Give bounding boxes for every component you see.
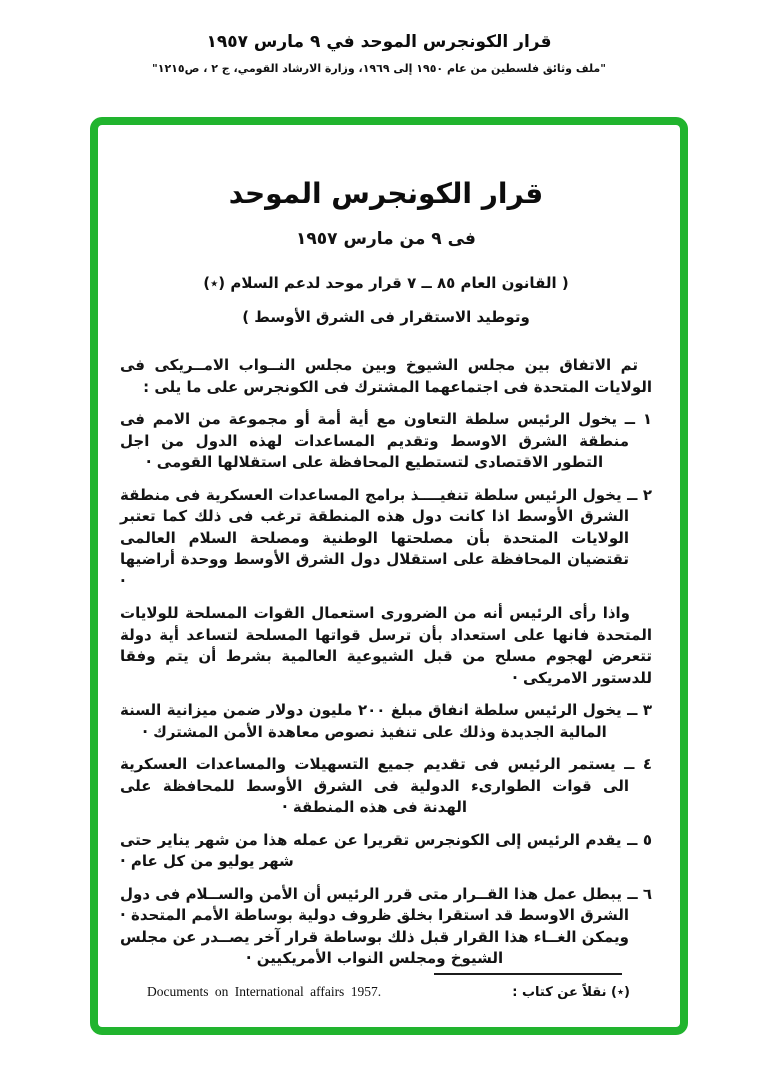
item-number: ٢ ــ bbox=[627, 485, 652, 504]
footnote-separator bbox=[434, 973, 622, 975]
item-text: يخول الرئيس سلطة التعاون مع أية أمة أو مجموعة من الامم فى منطقة الشرق الاوسط وتقديم المساعدات لهذه الدول من اجل التطور الاقتصادى لتستطيع المحافظة على استقلالها القومى · bbox=[120, 410, 629, 471]
resolution-item-1 bbox=[120, 409, 652, 474]
item-text: يخول الرئيس سلطة انفاق مبلغ ٢٠٠ مليون دولار ضمن ميزانية السنة المالية الجديدة وذلك على تنفيذ نصوص معاهدة الأمن المشترك · bbox=[120, 701, 622, 741]
item-number: ٥ ــ bbox=[627, 830, 652, 849]
item-text: يقدم الرئيس إلى الكونجرس تقريرا عن عمله هذا من شهر يناير حتى شهر يوليو من كل عام · bbox=[120, 830, 622, 870]
page-header bbox=[0, 32, 758, 75]
item-number: ١ ــ bbox=[624, 410, 652, 428]
item-text: يخول الرئيس سلطة تنفيــــذ برامج المساعدات العسكرية فى منطقة الشرق الأوسط اذا كانت دول هذه المنطقة ترغب فى ذلك كما تعتبر الولايات المتحدة بأن مصلحتها الوطنية ومصلحة السلام العالمى تقتضيان المحافظة على استقلال دول الشرق الأوسط ووحدة أراضيها · bbox=[120, 485, 629, 590]
document-frame bbox=[90, 117, 688, 1035]
footnote-marker: (٭) نقلاً عن كتاب : bbox=[512, 984, 630, 1000]
resolution-item-3 bbox=[120, 700, 652, 743]
item-number: ٤ ــ bbox=[624, 755, 652, 773]
resolution-item-2 bbox=[120, 485, 652, 593]
law-reference-line-1: ( القانون العام ٨٥ ــ ٧ قرار موحد لدعم السلام (٭) bbox=[203, 274, 569, 292]
item-text: يبطل عمل هذا القــرار متى قرر الرئيس أن الأمن والســلام فى دول الشرق الاوسط قد استقرا بخلق ظروف دولية بوساطة الأمم المتحدة · ويمكن الغــاء هذا القرار قبل ذلك بوساطة قرار آخر يصــدر عن مجلس الشيوخ ومجلس النواب الأمريكيين · bbox=[120, 884, 629, 967]
item-number: ٣ ــ bbox=[627, 701, 652, 719]
item-text: يستمر الرئيس فى تقديم جميع التسهيلات والمساعدات العسكرية الى قوات الطوارىء الدولية فى الشرق الأوسط للمحافظة على الهدنة فى هذه المنطقة · bbox=[120, 755, 629, 816]
document-date-line: فى ٩ من مارس ١٩٥٧ bbox=[296, 229, 476, 249]
item-number: ٦ ــ bbox=[627, 884, 652, 903]
intro-paragraph: تم الاتفاق بين مجلس الشيوخ وبين مجلس النــواب الامــريكى فى الولايات المتحدة فى اجتماعهما المشترك فى الكونجرس على ما يلى : bbox=[120, 356, 652, 396]
header-source-line: "ملف وثائق فلسطين من عام ١٩٥٠ إلى ١٩٦٩، وزارة الارشاد القومي، ج ٢ ، ص١٢١٥" bbox=[152, 62, 606, 75]
armed-forces-paragraph: واذا رأى الرئيس أنه من الضرورى استعمال القوات المسلحة للولايات المتحدة فانها على استعداد بأن ترسل قواتها المسلحة لتساعد أية دولة تتعرض لهجوم مسلح من قبل الشيوعية العالمية بشرط أن يتم وفقا للدستور الامريكى · bbox=[120, 604, 652, 687]
resolution-item-6 bbox=[120, 884, 652, 970]
footnote-row bbox=[120, 984, 652, 1000]
law-reference-line-2: وتوطيد الاستقرار فى الشرق الأوسط ) bbox=[242, 308, 530, 326]
document-body bbox=[98, 125, 680, 1027]
resolution-item-4 bbox=[120, 754, 652, 819]
footnote-reference: Documents on International affairs 1957. bbox=[147, 983, 382, 999]
header-title: قرار الكونجرس الموحد في ٩ مارس ١٩٥٧ bbox=[206, 32, 552, 52]
document-title: قرار الكونجرس الموحد bbox=[228, 177, 544, 210]
resolution-item-5 bbox=[120, 830, 652, 873]
